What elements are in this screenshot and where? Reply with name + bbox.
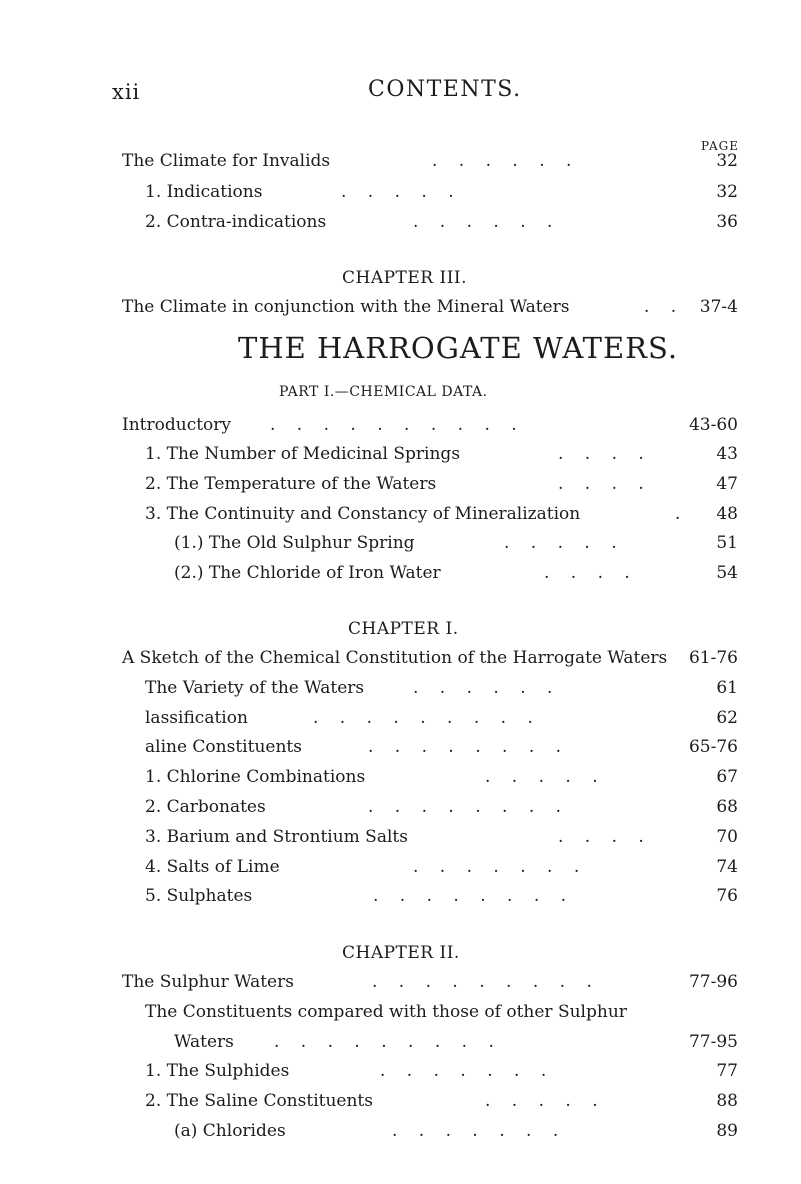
toc-entry-label: lassification xyxy=(145,708,248,728)
toc-leader-dots: . xyxy=(675,504,689,524)
toc-entry-label: 1. Indications xyxy=(145,182,263,202)
toc-entry-page: 32 xyxy=(716,151,738,171)
toc-leader-dots: . . . . . . . xyxy=(380,1061,555,1081)
toc-entry xyxy=(122,647,738,669)
toc-leader-dots: . . . . . . . . xyxy=(368,797,570,817)
toc-entry-label: The Constituents compared with those of other Sulphur xyxy=(145,1002,627,1022)
toc-leader-dots: . . . . . . . . . xyxy=(372,972,600,992)
toc-leader-dots: . . . . . . xyxy=(413,678,561,698)
toc-entry xyxy=(145,1090,738,1112)
page-title: CONTENTS. xyxy=(368,77,522,102)
toc-entry-page: 88 xyxy=(716,1091,738,1111)
toc-entry xyxy=(145,443,738,465)
toc-entry xyxy=(145,736,738,758)
toc-entry-label: 5. Sulphates xyxy=(145,886,253,906)
toc-entry-page: 89 xyxy=(716,1121,738,1141)
toc-leader-dots: . . . . . . . . . xyxy=(274,1032,502,1052)
toc-entry-page: 61 xyxy=(716,678,738,698)
toc-entry-label: The Climate for Invalids xyxy=(122,151,331,171)
toc-leader-dots: . . xyxy=(644,297,685,317)
chapter-heading: CHAPTER III. xyxy=(342,268,468,288)
toc-entry-label: The Variety of the Waters xyxy=(145,678,365,698)
toc-entry-label: Introductory xyxy=(122,415,232,435)
toc-entry xyxy=(145,796,738,818)
chapter-heading: CHAPTER II. xyxy=(342,943,460,963)
toc-leader-dots: . . . . . xyxy=(341,182,462,202)
toc-entry xyxy=(145,885,738,907)
toc-entry-page: 76 xyxy=(716,886,738,906)
toc-entry-page: 54 xyxy=(716,563,738,583)
toc-entry xyxy=(145,211,738,233)
toc-entry-page: 32 xyxy=(716,182,738,202)
toc-leader-dots: . . . . . . xyxy=(413,212,561,232)
toc-leader-dots: . . . . . xyxy=(504,533,625,553)
toc-entry-page: 77 xyxy=(716,1061,738,1081)
toc-entry xyxy=(145,856,738,878)
toc-entry xyxy=(145,677,738,699)
toc-entry xyxy=(174,1031,738,1053)
toc-entry-page: 62 xyxy=(716,708,738,728)
toc-entry-page: 48 xyxy=(716,504,738,524)
toc-leader-dots: . . . . xyxy=(558,827,652,847)
toc-entry xyxy=(174,1120,738,1142)
toc-entry-page: 47 xyxy=(716,474,738,494)
toc-entry-label: 1. The Number of Medicinal Springs xyxy=(145,444,461,464)
toc-leader-dots: . . . . . . . xyxy=(413,857,588,877)
toc-entry xyxy=(145,707,738,729)
toc-entry-label: 4. Salts of Lime xyxy=(145,857,280,877)
toc-entry-page: 65-76 xyxy=(688,737,738,757)
toc-entry xyxy=(174,562,738,584)
toc-entry xyxy=(145,1001,738,1023)
toc-leader-dots: . . . . . . . . xyxy=(368,737,570,757)
toc-entry-page: 77-95 xyxy=(688,1032,738,1052)
toc-leader-dots: . . . . . xyxy=(485,767,606,787)
toc-entry-label: 1. Chlorine Combinations xyxy=(145,767,366,787)
toc-entry xyxy=(145,766,738,788)
toc-entry xyxy=(174,532,738,554)
toc-entry-label: (2.) The Chloride of Iron Water xyxy=(174,563,441,583)
toc-entry-page: 36 xyxy=(716,212,738,232)
toc-leader-dots: . . . . . . . . xyxy=(373,886,575,906)
toc-entry-page: 51 xyxy=(716,533,738,553)
toc-entry xyxy=(122,150,738,172)
toc-entry-label: The Climate in conjunction with the Mineral Waters xyxy=(122,297,570,317)
toc-entry-label: 2. Carbonates xyxy=(145,797,266,817)
toc-entry-page: 74 xyxy=(716,857,738,877)
part-heading: PART I.—CHEMICAL DATA. xyxy=(279,384,488,400)
toc-leader-dots: . . . . . . . xyxy=(392,1121,567,1141)
toc-entry-label: 1. The Sulphides xyxy=(145,1061,290,1081)
toc-entry-page: 43-60 xyxy=(688,415,738,435)
toc-leader-dots: . . . . xyxy=(558,474,652,494)
toc-entry-label: (1.) The Old Sulphur Spring xyxy=(174,533,415,553)
toc-entry-label: 2. The Temperature of the Waters xyxy=(145,474,437,494)
toc-entry-page: 70 xyxy=(716,827,738,847)
toc-leader-dots: . . . . xyxy=(558,444,652,464)
toc-entry-label: aline Constituents xyxy=(145,737,302,757)
toc-entry-label: The Sulphur Waters xyxy=(122,972,294,992)
toc-entry xyxy=(122,971,738,993)
toc-entry-page: 61-76 xyxy=(688,648,738,668)
page-number: xii xyxy=(112,80,141,104)
toc-entry xyxy=(122,414,738,436)
toc-entry-page: 67 xyxy=(716,767,738,787)
chapter-heading: CHAPTER I. xyxy=(348,619,459,639)
page-column-label: PAGE xyxy=(701,139,739,153)
toc-entry-label: 3. Barium and Strontium Salts xyxy=(145,827,408,847)
toc-leader-dots: . . . . . xyxy=(485,1091,606,1111)
toc-entry-label: 3. The Continuity and Constancy of Mineralization xyxy=(145,504,581,524)
toc-entry-label: (a) Chlorides xyxy=(174,1121,286,1141)
toc-entry-label: A Sketch of the Chemical Constitution of the Harrogate Waters xyxy=(122,648,668,668)
toc-entry xyxy=(122,296,738,318)
toc-entry-page: 68 xyxy=(716,797,738,817)
toc-leader-dots: . . . . . . . . . . xyxy=(270,415,525,435)
toc-entry-label: 2. Contra-indications xyxy=(145,212,327,232)
toc-entry xyxy=(145,181,738,203)
toc-entry-page: 77-96 xyxy=(688,972,738,992)
toc-entry-page: 43 xyxy=(716,444,738,464)
toc-leader-dots: . . . . . . xyxy=(432,151,580,171)
toc-entry-label: Waters xyxy=(174,1032,234,1052)
toc-entry xyxy=(145,826,738,848)
toc-entry-label: 2. The Saline Constituents xyxy=(145,1091,373,1111)
toc-leader-dots: . . . . xyxy=(544,563,638,583)
toc-entry xyxy=(145,473,738,495)
toc-entry xyxy=(145,1060,738,1082)
toc-entry xyxy=(145,503,738,525)
toc-leader-dots: . . . . . . . . . xyxy=(313,708,541,728)
toc-entry-page: 37-4 xyxy=(699,297,738,317)
section-heading: THE HARROGATE WATERS. xyxy=(238,331,679,365)
